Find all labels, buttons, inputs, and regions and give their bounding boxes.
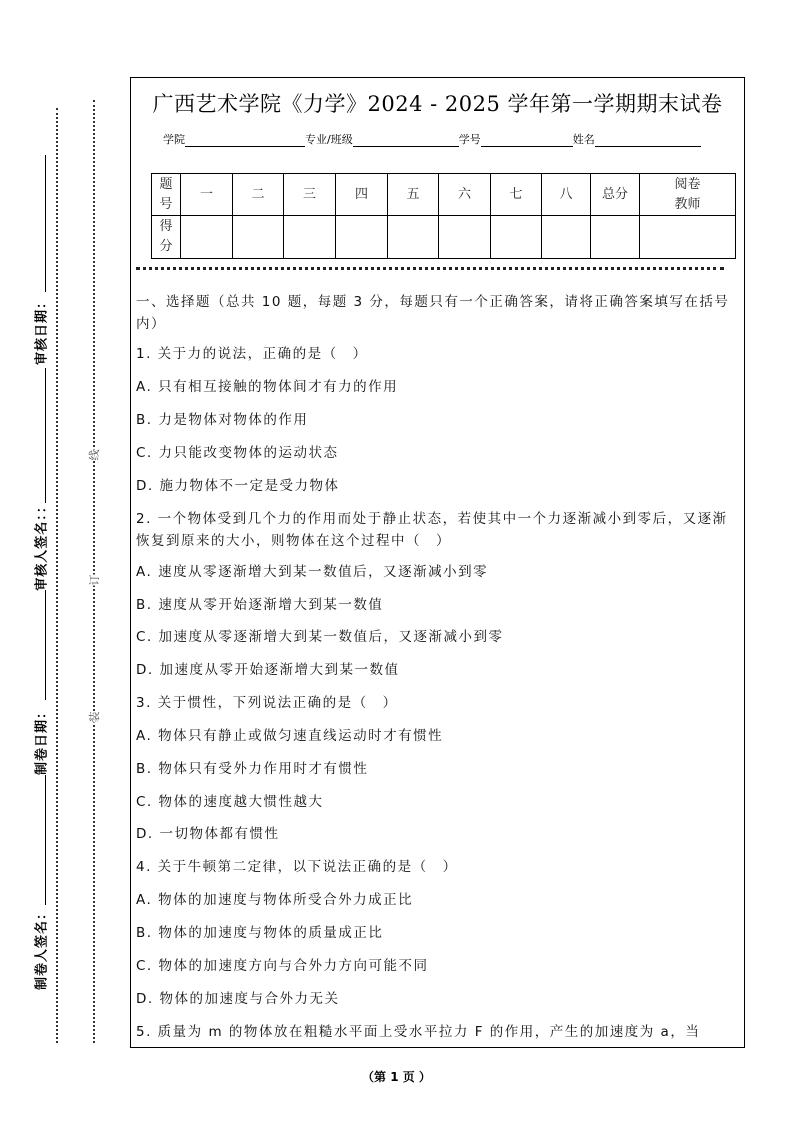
student-id-field[interactable] xyxy=(481,133,573,147)
column-header: 五 xyxy=(388,174,439,216)
score-cell[interactable] xyxy=(491,216,542,259)
outer-dotted-line xyxy=(56,108,58,1043)
major-class-field[interactable] xyxy=(353,133,459,147)
question-stem: 5. 质量为 m 的物体放在粗糙水平面上受水平拉力 F 的作用，产生的加速度为 a，当 xyxy=(136,1024,701,1040)
question-stem: 4. 关于牛顿第二定律，以下说法正确的是（ ） xyxy=(136,859,458,875)
page-number: （第 1 页 ） xyxy=(362,1070,431,1084)
column-header: 八 xyxy=(542,174,591,216)
option-b: B. 力是物体对物体的作用 xyxy=(136,412,309,428)
section-heading: 一、选择题（总共 10 题，每题 3 分，每题只有一个正确答案，请将正确答案填写在括号内） xyxy=(136,294,730,332)
option-d: D. 施力物体不一定是受力物体 xyxy=(136,478,340,494)
compiler-signature-label: 制卷人签名： xyxy=(34,905,50,991)
option-a: A. 速度从零逐渐增大到某一数值后，又逐渐减小到零 xyxy=(136,564,489,580)
review-date-label: 审核日期： xyxy=(34,294,50,366)
grader-cell[interactable] xyxy=(640,216,736,259)
column-header: 四 xyxy=(336,174,388,216)
score-cell[interactable] xyxy=(181,216,233,259)
option-c: C. 加速度从零逐渐增大到某一数值后，又逐渐减小到零 xyxy=(136,629,504,645)
grader-header-line: 阅卷 xyxy=(674,176,701,192)
name-field[interactable] xyxy=(595,133,701,147)
signature-line xyxy=(45,590,46,700)
compile-date-label: 制卷日期： xyxy=(34,704,50,776)
row-header-char: 题 xyxy=(159,176,173,192)
option-b: B. 速度从零开始逐渐增大到某一数值 xyxy=(136,597,384,613)
column-header: 六 xyxy=(439,174,491,216)
score-cell[interactable] xyxy=(388,216,439,259)
score-cell[interactable] xyxy=(542,216,591,259)
row-header-char: 得 xyxy=(159,219,173,234)
column-header: 三 xyxy=(284,174,336,216)
score-table xyxy=(151,173,736,259)
cut-mark-zhuang: 装 xyxy=(84,712,104,723)
cut-mark-ding: 订 xyxy=(84,575,104,586)
name-label: 姓名 xyxy=(572,133,595,146)
score-cell[interactable] xyxy=(439,216,491,259)
column-header-total: 总分 xyxy=(591,174,640,216)
row-header-score xyxy=(152,216,181,259)
row-header-char: 分 xyxy=(159,239,173,254)
option-b: B. 物体只有受外力作用时才有惯性 xyxy=(136,761,369,777)
column-header: 七 xyxy=(491,174,542,216)
inner-dotted-line xyxy=(93,100,95,1043)
option-d: D. 物体的加速度与合外力无关 xyxy=(136,991,340,1007)
column-header: 二 xyxy=(233,174,284,216)
signature-line xyxy=(45,368,46,503)
option-c: C. 物体的加速度方向与合外力方向可能不同 xyxy=(136,958,429,974)
total-score-cell[interactable] xyxy=(591,216,640,259)
question-number-row xyxy=(152,174,736,216)
major-class-label: 专业/班级 xyxy=(305,133,353,146)
option-c: C. 物体的速度越大惯性越大 xyxy=(136,794,324,810)
signature-line xyxy=(45,155,46,292)
score-cell[interactable] xyxy=(233,216,284,259)
cut-mark-xian: 线 xyxy=(84,450,104,461)
row-header-question-number xyxy=(152,174,181,216)
question-stem: 1. 关于力的说法，正确的是（ ） xyxy=(136,346,368,362)
header-divider xyxy=(136,267,724,270)
option-a: A. 物体的加速度与物体所受合外力成正比 xyxy=(136,892,414,908)
score-cell[interactable] xyxy=(284,216,336,259)
column-header-grader xyxy=(640,174,736,216)
reviewer-signature-label: 审核人签名：： xyxy=(34,499,50,591)
college-field[interactable] xyxy=(185,133,305,147)
student-id-label: 学号 xyxy=(458,133,481,146)
column-header: 一 xyxy=(181,174,233,216)
question-stem: 2. 一个物体受到几个力的作用而处于静止状态，若使其中一个力逐渐减小到零后，又逐渐恢复到原来的大小，则物体在这个过程中（ ） xyxy=(136,511,728,549)
question-stem: 3. 关于惯性，下列说法正确的是（ ） xyxy=(136,695,398,711)
option-a: A. 只有相互接触的物体间才有力的作用 xyxy=(136,379,399,395)
student-info-row xyxy=(163,131,701,147)
signature-line xyxy=(45,775,46,905)
score-cell[interactable] xyxy=(336,216,388,259)
option-b: B. 物体的加速度与物体的质量成正比 xyxy=(136,925,384,941)
option-c: C. 力只能改变物体的运动状态 xyxy=(136,445,339,461)
exam-title: 广西艺术学院《力学》2024 - 2025 学年第一学期期末试卷 xyxy=(152,92,723,116)
option-d: D. 加速度从零开始逐渐增大到某一数值 xyxy=(136,662,400,678)
option-a: A. 物体只有静止或做匀速直线运动时才有惯性 xyxy=(136,728,444,744)
score-row xyxy=(152,216,736,259)
option-d: D. 一切物体都有惯性 xyxy=(136,826,280,842)
grader-header-line: 教师 xyxy=(674,196,701,212)
row-header-char: 号 xyxy=(159,196,173,212)
college-label: 学院 xyxy=(163,133,185,146)
